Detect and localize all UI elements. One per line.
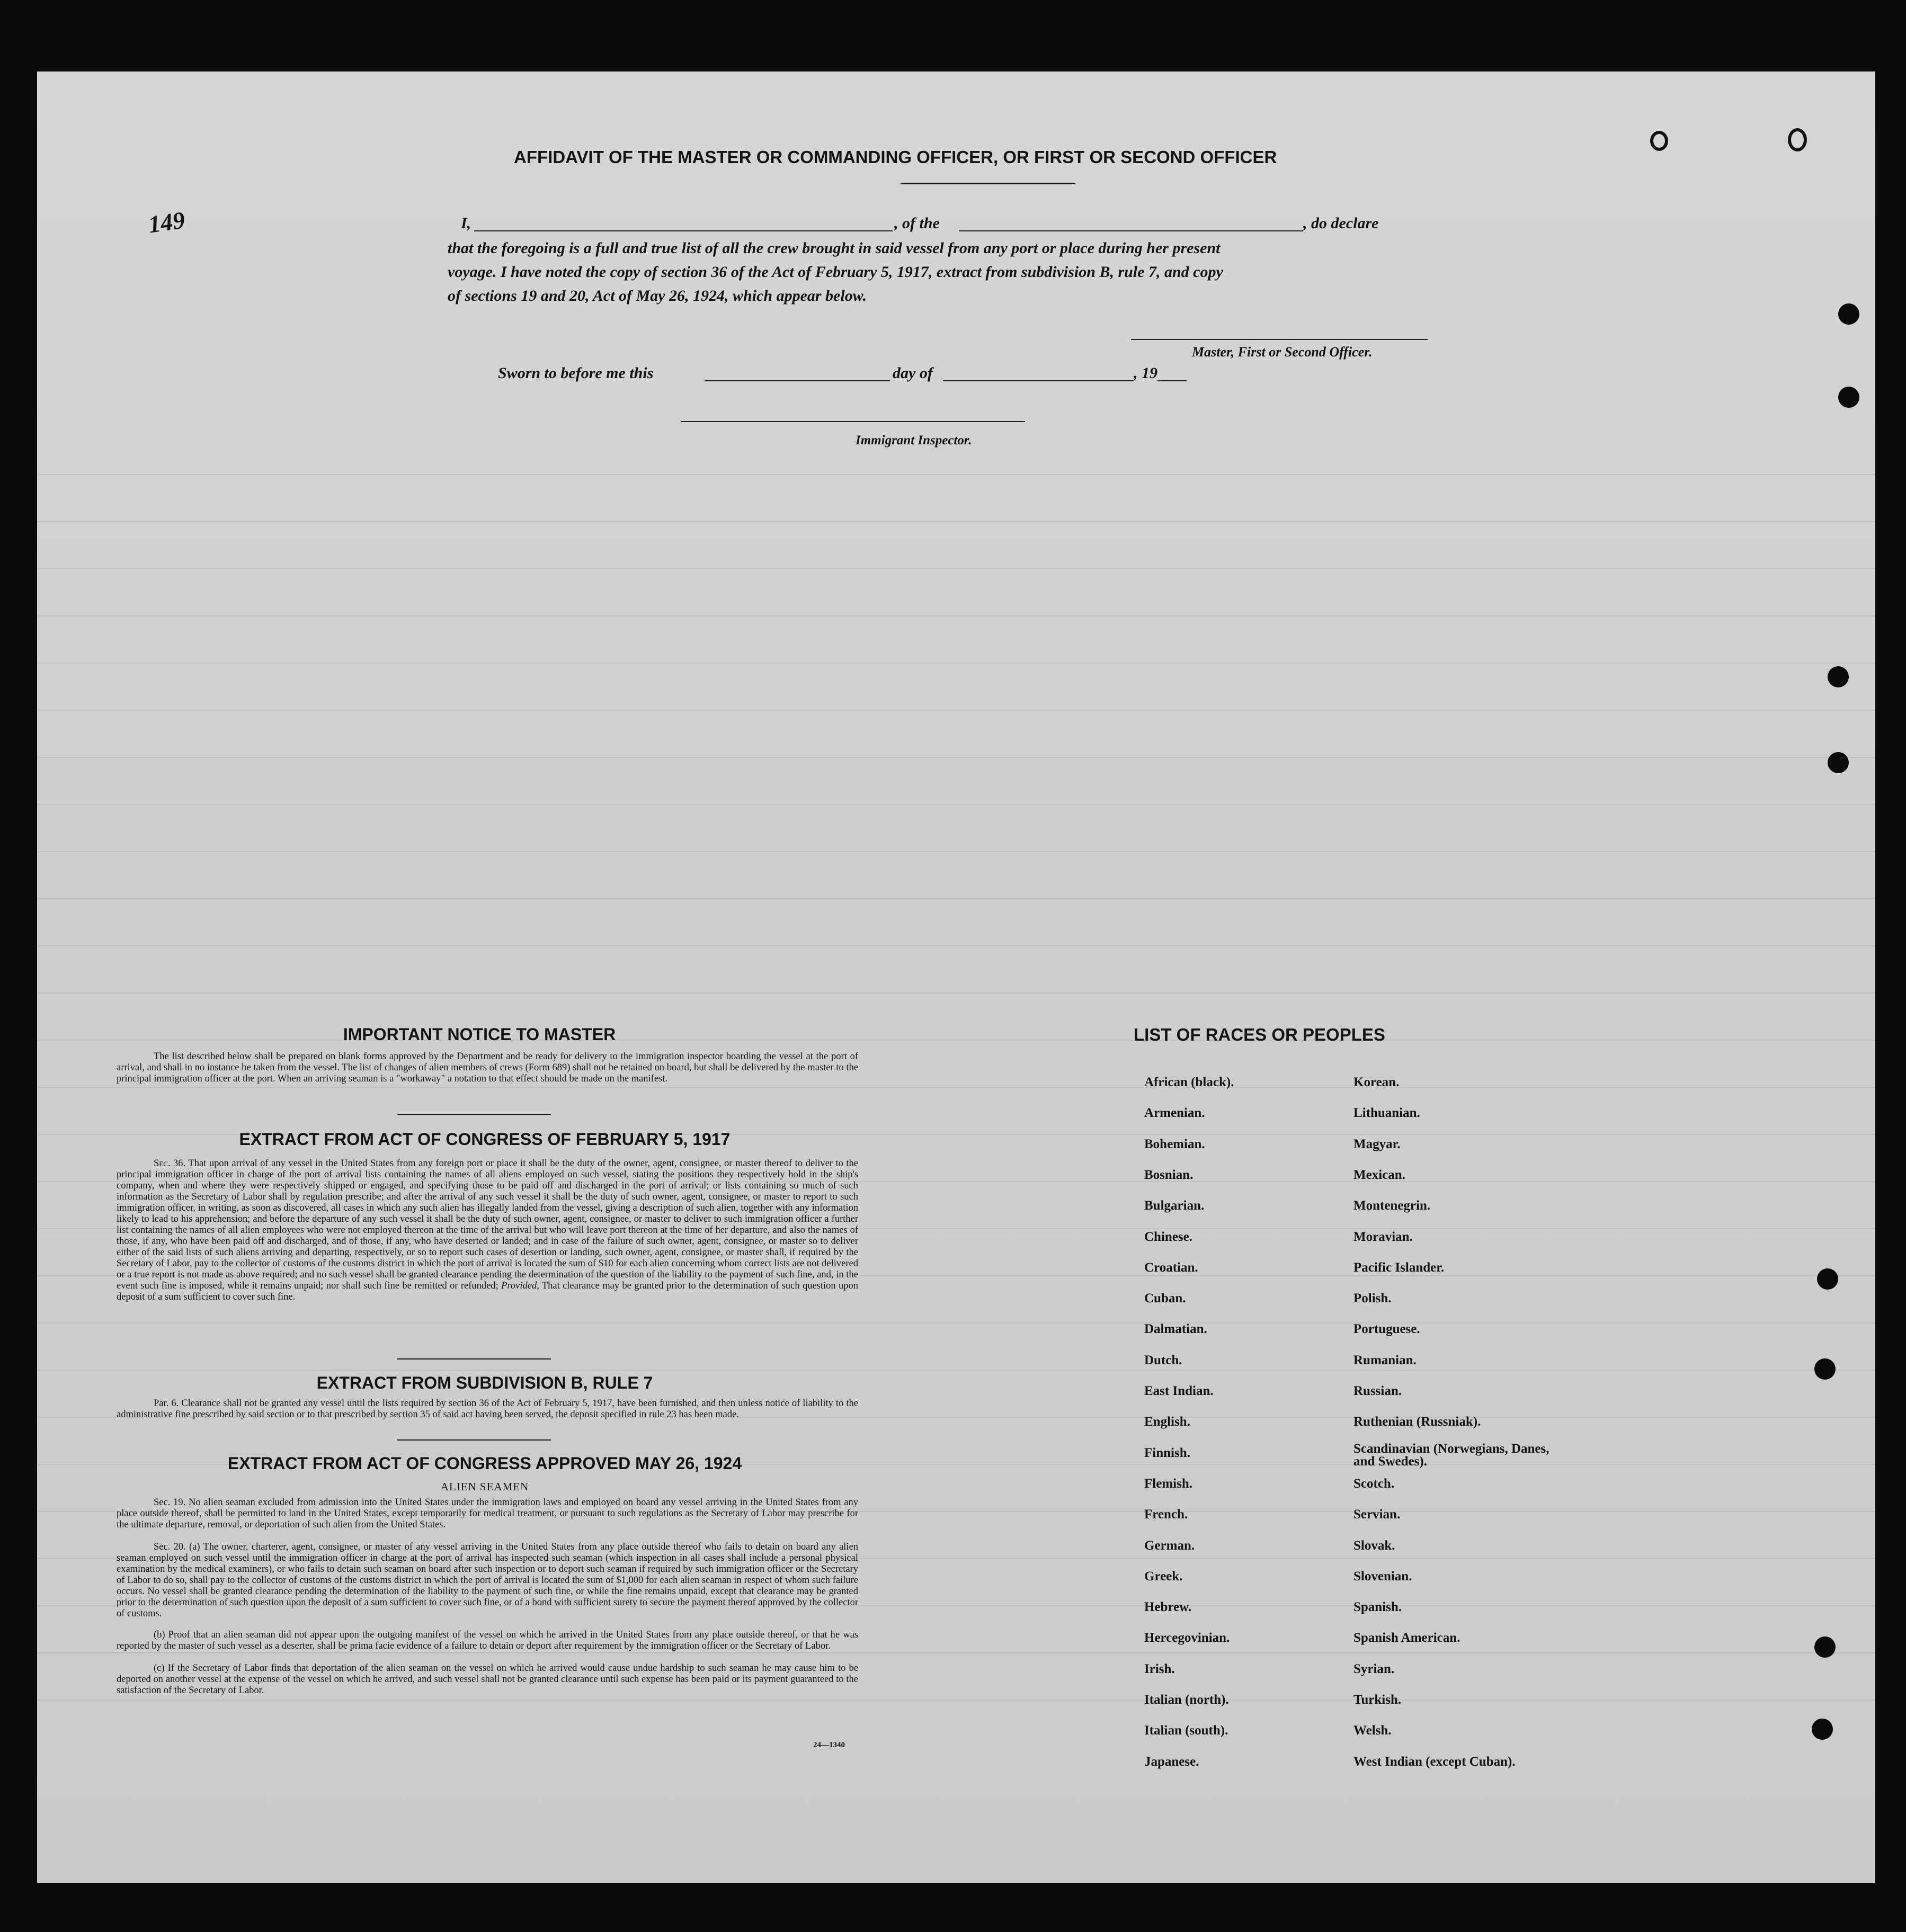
bleed-through-row [37, 568, 1875, 569]
race-right-item: West Indian (except Cuban). [1353, 1754, 1516, 1769]
race-left-item: Italian (north). [1144, 1693, 1229, 1707]
punch-hole-4 [1828, 752, 1849, 773]
race-left-item: Hebrew. [1144, 1600, 1192, 1615]
race-right-item: Scandinavian (Norwegians, Danes, and Swedes). [1353, 1441, 1549, 1469]
extract-rule7-text: Par. 6. Clearance shall not be granted any vessel until the lists required by section 36 of the Act of February 5, 1917, have been furnished, and then unless notice of liability to the administrative fine prescribed by said section or to that prescribed by section 35 of said act having been served, the deposit specified in rule 23 has been made. [117, 1398, 858, 1420]
bleed-through-row [37, 615, 1875, 616]
bleed-through-row [37, 1087, 1875, 1088]
race-right-item: Portuguese. [1353, 1322, 1420, 1337]
notice-title: IMPORTANT NOTICE TO MASTER [343, 1025, 616, 1044]
corner-mark-left [1650, 131, 1668, 151]
vessel-name-field[interactable] [959, 230, 1303, 231]
race-left-item: Armenian. [1144, 1106, 1205, 1121]
punch-hole-5 [1817, 1268, 1838, 1290]
affidavit-i-label: I, [461, 214, 471, 232]
affidavit-title: AFFIDAVIT OF THE MASTER OR COMMANDING OFFICER, OR FIRST OR SECOND OFFICER [514, 147, 1277, 167]
race-right-item: Slovenian. [1353, 1569, 1412, 1584]
race-left-item: Italian (south). [1144, 1723, 1228, 1738]
do-declare-label: , do declare [1303, 214, 1379, 232]
page-number-mark: 149 [146, 206, 187, 238]
bleed-through-row [37, 757, 1875, 758]
race-right-item: Polish. [1353, 1291, 1392, 1306]
race-right-item: Syrian. [1353, 1661, 1395, 1676]
punch-hole-6 [1814, 1358, 1836, 1380]
bleed-through-row [37, 710, 1875, 711]
race-right-item: Ruthenian (Russniak). [1353, 1415, 1481, 1429]
affidavit-title-rule [901, 183, 1075, 184]
punch-hole-2 [1838, 387, 1859, 408]
race-left-item: Hercegovinian. [1144, 1631, 1230, 1645]
extract-1924-sec20a: Sec. 20. (a) The owner, charterer, agent, consignee, or master of any vessel arriving in the United States from any place outside thereof who fails to detain on board any alien seaman employed on such vessel until the immigration officer in charge at the port of arrival has inspected such seaman (which inspection in all cases shall include a personal physical examination by the medical examiners), or who fails to detain such seaman on board after such inspection or to deport such seaman if required by such immigration officer or the Secretary of Labor to do so, shall pay to the collector of customs of the customs district in which the port of arrival is located the sum of $1,000 for each alien seaman in respect of whom such failure occurs. No vessel shall be granted clearance pending the determination of the liability to the payment of such fine, or while the fine remains unpaid, except that clearance may be granted prior to the determination of such question upon the deposit of a sum sufficient to cover such fine, or of a bond with sufficient surety to secure the payment thereof approved by the collector of customs. [117, 1542, 858, 1619]
race-left-item: Cuban. [1144, 1291, 1186, 1306]
bleed-through-row [37, 992, 1875, 994]
race-left-item: Bohemian. [1144, 1137, 1205, 1151]
race-left-item: French. [1144, 1507, 1188, 1522]
race-left-item: African (black). [1144, 1075, 1234, 1089]
race-right-item: Russian. [1353, 1384, 1402, 1398]
race-left-item: Bulgarian. [1144, 1198, 1205, 1213]
race-right-item: Welsh. [1353, 1723, 1392, 1738]
extract-1924-sec19: Sec. 19. No alien seaman excluded from admission into the United States under the immigration laws and employed on board any vessel arriving in the United States from any place outside thereof, shall be permitted to land in the United States, except temporarily for medical treatment, or pursuant to such regulations as the Secretary of Labor may prescribe for the ultimate departure, removal, or deportation of such alien from the United States. [117, 1497, 858, 1530]
race-left-item: Bosnian. [1144, 1167, 1194, 1182]
bleed-through-row [37, 945, 1875, 946]
extract-1917-sec: Sec. 36. [154, 1158, 186, 1169]
race-right-item: Scotch. [1353, 1476, 1395, 1491]
punch-hole-3 [1828, 666, 1849, 687]
race-left-item: Japanese. [1144, 1754, 1199, 1769]
race-right-item: Turkish. [1353, 1693, 1402, 1707]
master-signature-label: Master, First or Second Officer. [1192, 344, 1373, 360]
affidavit-line-4: of sections 19 and 20, Act of May 26, 1924, which appear below. [448, 287, 867, 305]
of-the-label: , of the [894, 214, 940, 232]
race-right-item: Spanish American. [1353, 1631, 1460, 1645]
bleed-through-row [37, 898, 1875, 899]
race-left-item: Croatian. [1144, 1260, 1198, 1275]
race-right-item: Moravian. [1353, 1229, 1413, 1244]
sworn-year-field[interactable] [1157, 380, 1187, 381]
bleed-through-row [37, 1700, 1875, 1701]
bleed-through-row [37, 521, 1875, 522]
sworn-day-field[interactable] [705, 380, 890, 381]
extract-1924-sec20c: (c) If the Secretary of Labor finds that deportation of the alien seaman on the vessel on which he arrived would cause undue hardship to such seaman he may cause him to be deported on another vessel at the expense of the vessel on which he arrived, and such vessel shall not be granted clearance until such expense has been paid or its payment guaranteed to the satisfaction of the Secretary of Labor. [117, 1663, 858, 1696]
punch-hole-7 [1814, 1636, 1836, 1658]
sworn-label: Sworn to before me this [498, 364, 654, 382]
affidavit-line-3: voyage. I have noted the copy of section 36 of the Act of February 5, 1917, extract from subdivision B, rule 7, and copy [448, 263, 1223, 281]
extract-1924-title: EXTRACT FROM ACT OF CONGRESS APPROVED MAY 26, 1924 [227, 1454, 742, 1473]
notice-rule [397, 1114, 551, 1115]
bleed-through-row [37, 1322, 1875, 1323]
master-name-field[interactable] [474, 230, 893, 231]
extract-1924-sec20b: (b) Proof that an alien seaman did not appear upon the outgoing manifest of the vessel on which he arrived in the United States from any place outside thereof, or that he was reported by the master of such vessel as a deserter, shall be prima facie evidence of a failure to detain or deport after requirement by the immigration officer or the Secretary of Labor. [117, 1630, 858, 1651]
race-right-item: Mexican. [1353, 1167, 1405, 1182]
extract-1917-proviso: That clearance may be granted prior to the determination of such question upon deposit of a sum sufficient to cover such fine. [117, 1281, 858, 1302]
race-right-item: Spanish. [1353, 1600, 1402, 1615]
bleed-through-row [37, 474, 1875, 475]
punch-hole-1 [1838, 303, 1859, 325]
extract-1917-text [117, 1158, 858, 1303]
race-left-item: East Indian. [1144, 1384, 1214, 1398]
race-left-item: Greek. [1144, 1569, 1183, 1584]
bleed-through-row [37, 1652, 1875, 1653]
bleed-through-row [37, 1370, 1875, 1371]
master-signature-line[interactable] [1131, 339, 1428, 340]
document-sheet [37, 71, 1875, 1883]
affidavit-line-2: that the foregoing is a full and true list of all the crew brought in said vessel from any port or place during her present [448, 239, 1221, 257]
bleed-through-row [37, 804, 1875, 805]
extract-rule7-title: EXTRACT FROM SUBDIVISION B, RULE 7 [316, 1373, 653, 1392]
extract-rule7-rule [397, 1439, 551, 1441]
extract-1917-body: That upon arrival of any vessel in the United States from any foreign port or place it shall be the duty of the owner, agent, consignee, or master thereof to deliver to the principal immigration officer in charge of the port of arrival lists containing the names of all aliens employed on such vessel, stating the positions they respectively hold in the ship's company, when and where they were respectively shipped or engaged, and specifying those to be paid off and discharged in the port of arrival; or lists containing so much of such information as the Secretary of Labor shall by regulation prescribe; and after the arrival of any such vessel it shall be the duty of such owner, agent, consignee, or master to report to such immigration officer, in writing, as soon as discovered, all cases in which any such alien has illegally landed from the vessel, giving a description of such alien, together with any information likely to lead to his apprehension; and before the departure of any such vessel it shall be the duty of such owner, agent, consignee, or master to deliver to such immigration officer a further list containing the names of all alien employees who were not employed thereon at the time of the arrival but who will leave port thereon at the time of her departure, and also the names of those, if any, who have been paid off and discharged, and of those, if any, who have deserted or landed; and in case of the failure of such owner, agent, consignee, or master so to deliver either of the said lists of such aliens arriving and departing, respectively, or so to report such cases of desertion or landing, such owner, agent, consignee, or master shall, if required by the Secretary of Labor, pay to the collector of customs of the customs district in which the port of arrival is located the sum of $10 for each alien concerning whom correct lists are not delivered or a true report is not made as above required; and no such vessel shall be granted clearance pending the determination of the question of the liability to the payment of such fine, and, in the event such fine is imposed, while it remains unpaid; nor shall such fine be remitted or refunded; [117, 1158, 859, 1291]
race-left-item: Dalmatian. [1144, 1322, 1207, 1337]
bleed-through-row [37, 851, 1875, 852]
race-right-item: Lithuanian. [1353, 1106, 1420, 1121]
inspector-label: Immigrant Inspector. [856, 433, 972, 448]
race-right-item: Slovak. [1353, 1538, 1395, 1553]
race-right-item: Servian. [1353, 1507, 1401, 1522]
day-of-label: day of [893, 364, 933, 382]
corner-mark-right [1788, 128, 1807, 151]
extract-1924-subtitle: ALIEN SEAMEN [440, 1480, 529, 1493]
sworn-month-field[interactable] [943, 380, 1134, 381]
year-prefix-label: , 19 [1134, 364, 1157, 382]
form-number: 24—1340 [813, 1741, 845, 1749]
race-right-item: Pacific Islander. [1353, 1260, 1445, 1275]
extract-1917-title: EXTRACT FROM ACT OF CONGRESS OF FEBRUARY 5, 1917 [239, 1130, 731, 1149]
inspector-signature-line[interactable] [681, 421, 1025, 422]
extract-1917-rule [397, 1358, 551, 1359]
races-title: LIST OF RACES OR PEOPLES [1134, 1025, 1385, 1044]
race-left-item: Flemish. [1144, 1476, 1192, 1491]
extract-1917-proviso-label: Provided, [501, 1281, 539, 1291]
race-left-item: English. [1144, 1415, 1190, 1429]
notice-text: The list described below shall be prepared on blank forms approved by the Department and be ready for delivery to the immigration inspector boarding the vessel at the port of arrival, and shall in no instance be taken from the vessel. The list of changes of alien members of crews (Form 689) shall not be retained on board, but shall be delivered by the master to the principal immigration officer at the port. When an arriving seaman is a "workaway" a notation to that effect should be made on the manifest. [117, 1051, 858, 1084]
race-left-item: Irish. [1144, 1661, 1175, 1676]
race-left-item: Chinese. [1144, 1229, 1192, 1244]
punch-hole-8 [1812, 1719, 1833, 1740]
race-right-item: Magyar. [1353, 1137, 1401, 1151]
race-left-item: Dutch. [1144, 1353, 1182, 1367]
race-right-item: Korean. [1353, 1075, 1400, 1089]
bleed-through-row [37, 663, 1875, 664]
race-right-item: Montenegrin. [1353, 1198, 1431, 1213]
sworn-line [498, 364, 1293, 386]
race-right-item: Rumanian. [1353, 1353, 1417, 1367]
affidavit-line-1 [461, 214, 1520, 236]
race-left-item: German. [1144, 1538, 1195, 1553]
race-left-item: Finnish. [1144, 1445, 1190, 1460]
